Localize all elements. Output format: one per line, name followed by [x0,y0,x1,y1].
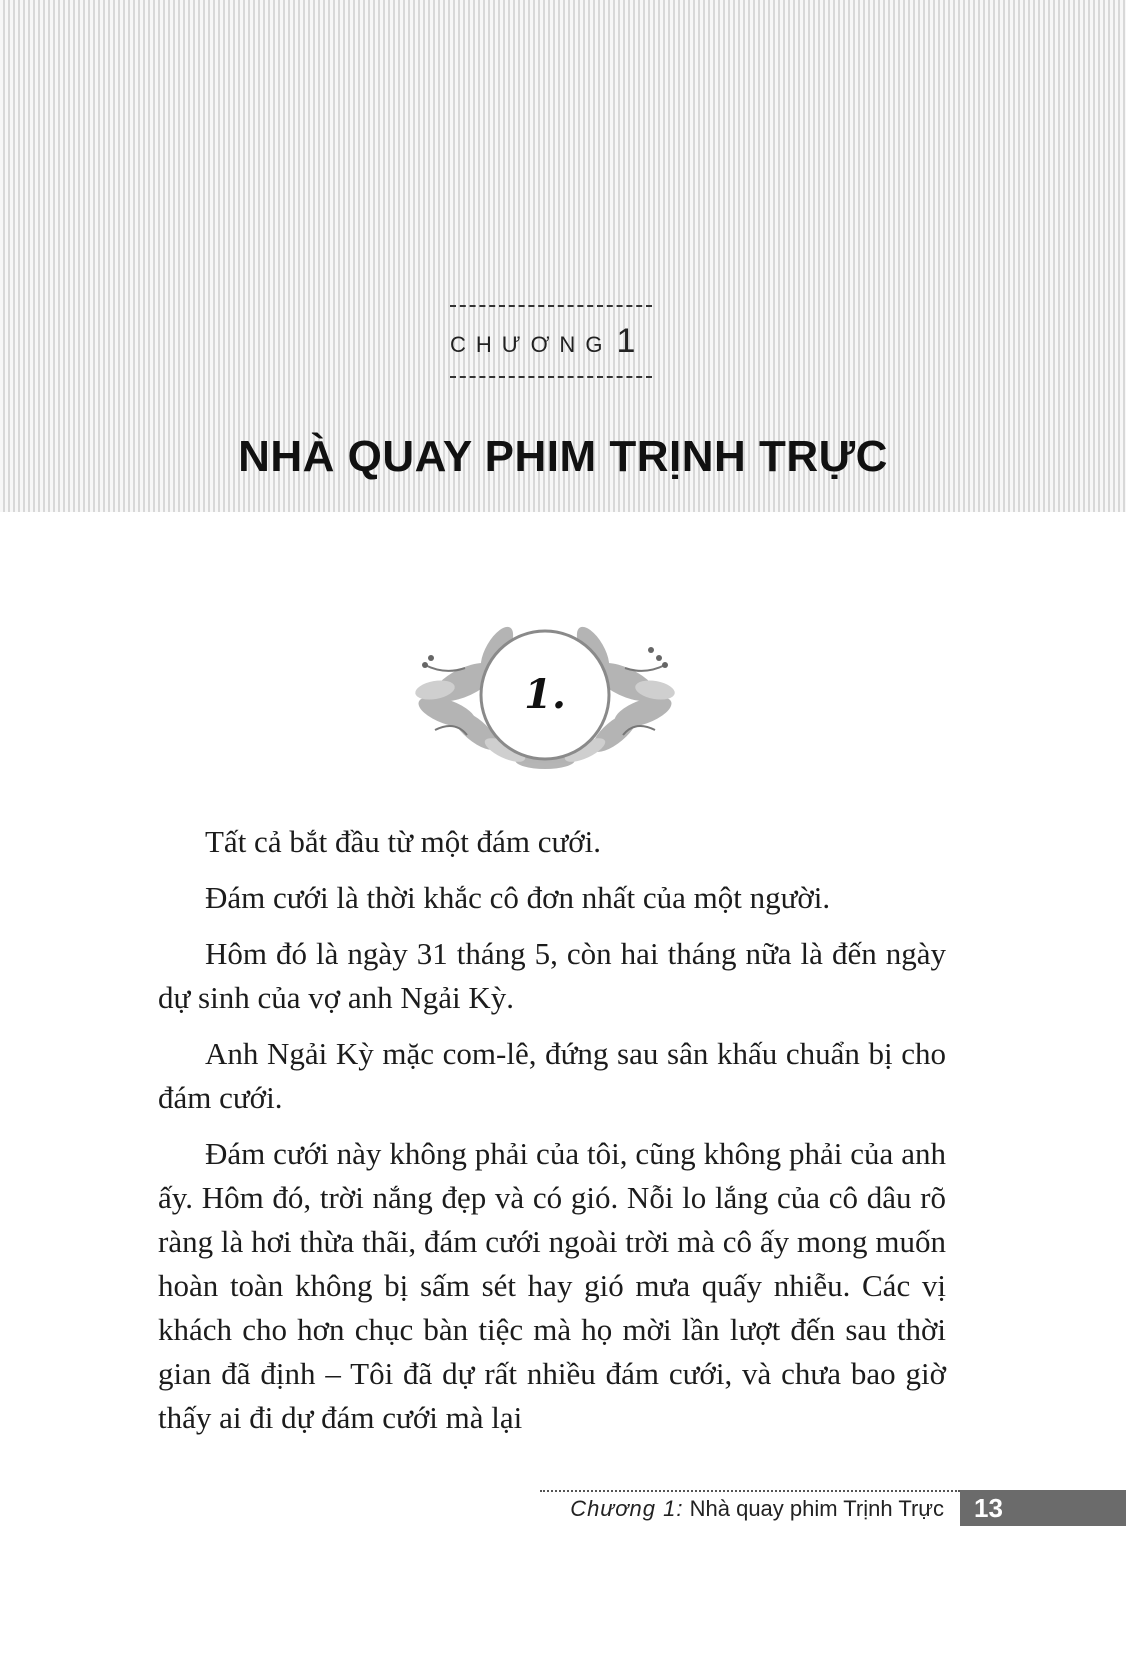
chapter-label [450,322,680,361]
paragraph: Đám cưới này không phải của tôi, cũng không phải của anh ấy. Hôm đó, trời nắng đẹp và có gió. Nỗi lo lắng của cô dâu rõ ràng là hơi thừa thãi, đám cưới ngoài trời mà cô ấy mong muốn hoàn toàn không bị sấm sét hay gió mưa quấy nhiễu. Các vị khách cho hơn chục bàn tiệc mà họ mời lần lượt đến sau thời gian đã định – Tôi đã dự rất nhiều đám cưới, và chưa bao giờ thấy ai đi dự đám cưới mà lại [158,1136,946,1435]
page-number: 13 [974,1493,1003,1523]
running-footer [570,1496,944,1522]
section-number: 1. [524,671,566,718]
chapter-title: NHÀ QUAY PHIM TRỊNH TRỰC [238,432,888,481]
footer-chapter-title: Nhà quay phim Trịnh Trực [689,1496,944,1521]
section-number-wreath [405,620,685,770]
paragraph: Anh Ngải Kỳ mặc com-lê, đứng sau sân khấu chuẩn bị cho đám cưới. [158,1036,946,1115]
page-number-box [960,1490,1126,1526]
footer-chapter-ref: Chương 1: [570,1496,684,1521]
bottom-dashed-rule [450,376,652,378]
paragraph: Đám cưới là thời khắc cô đơn nhất của một người. [205,880,831,915]
body-text [158,820,946,1452]
paragraph: Tất cả bắt đầu từ một đám cưới. [205,824,602,859]
footer-dotted-rule [540,1490,960,1492]
top-dashed-rule [450,305,652,307]
chapter-word: CHƯƠNG [450,332,613,357]
chapter-number: 1 [616,322,636,360]
paragraph: Hôm đó là ngày 31 tháng 5, còn hai tháng nữa là đến ngày dự sinh của vợ anh Ngải Kỳ. [158,936,946,1015]
